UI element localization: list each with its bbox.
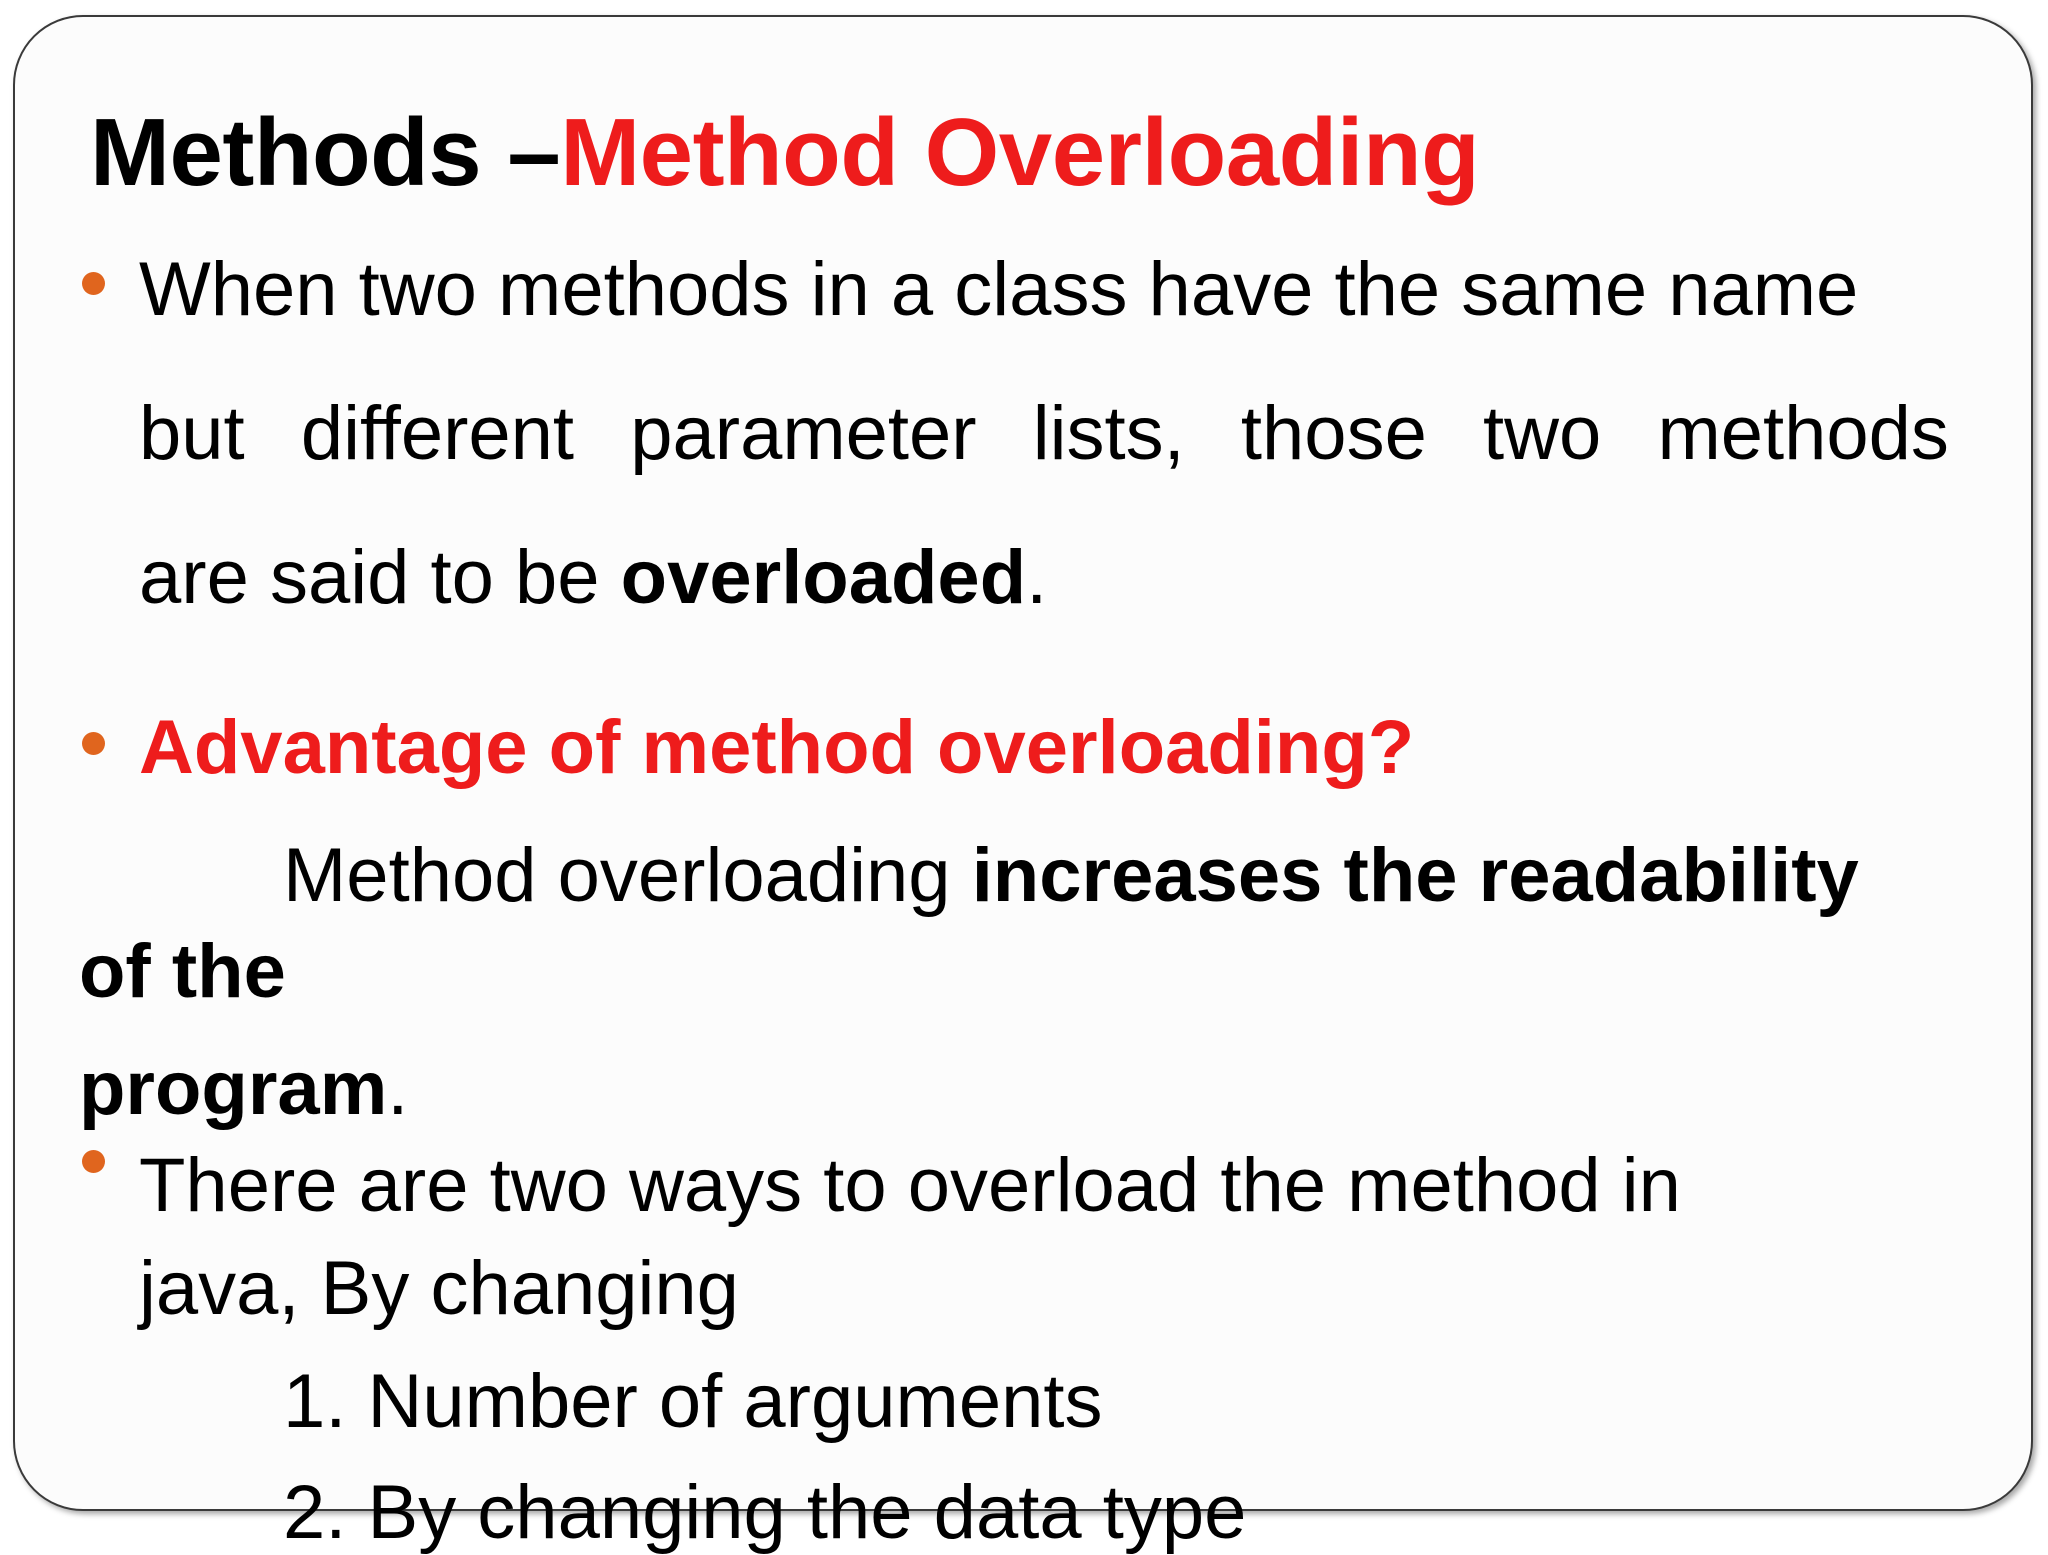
title-accent: Method Overloading xyxy=(560,99,1480,206)
bullet2-para-line3-bold: program xyxy=(79,1046,388,1131)
bullet1-word: but xyxy=(139,391,245,476)
bullet1-keyword: overloaded xyxy=(620,535,1027,620)
bullet1-word: two xyxy=(1483,391,1602,476)
bullet3-line1: There are two ways to overload the method in xyxy=(139,1143,1681,1228)
bullet1-line3-prefix: are said to be xyxy=(139,535,621,620)
bullet1-word: lists, xyxy=(1032,391,1185,476)
bullet2-heading: Advantage of method overloading? xyxy=(139,705,1415,790)
bullet1-word: methods xyxy=(1657,391,1949,476)
slide-content xyxy=(15,17,2031,1555)
bullet-dot-icon xyxy=(82,732,105,755)
bullet1-line2 xyxy=(139,391,1949,476)
slide-title xyxy=(90,99,1480,206)
bullet-dot-icon xyxy=(82,1150,105,1173)
bullet2-para-line1 xyxy=(283,833,1859,918)
bullet1-word: those xyxy=(1240,391,1427,476)
bullet2-para-line3 xyxy=(79,1046,409,1131)
bullet3-line2: java, By changing xyxy=(139,1246,739,1331)
bullet2-para-line3-suffix: . xyxy=(387,1046,409,1131)
bullet2-para-normal: Method overloading xyxy=(283,833,972,918)
bullet3-item-2: 2. By changing the data type xyxy=(283,1470,1247,1555)
title-prefix: Methods – xyxy=(90,99,561,206)
slide-frame xyxy=(13,15,2033,1555)
bullet2-para-bold: increases the readability xyxy=(971,833,1859,918)
bullet-dot-icon xyxy=(82,272,105,295)
bullet1-line3-suffix: . xyxy=(1026,535,1048,620)
bullet1-word: different xyxy=(300,391,575,476)
bullet1-line1: When two methods in a class have the same name xyxy=(139,247,1859,332)
bullet2-para-line2: of the xyxy=(79,929,286,1014)
bullet1-word: parameter xyxy=(630,391,977,476)
bullet1-line3 xyxy=(139,535,1048,620)
bullet3-item-1: 1. Number of arguments xyxy=(283,1359,1103,1444)
